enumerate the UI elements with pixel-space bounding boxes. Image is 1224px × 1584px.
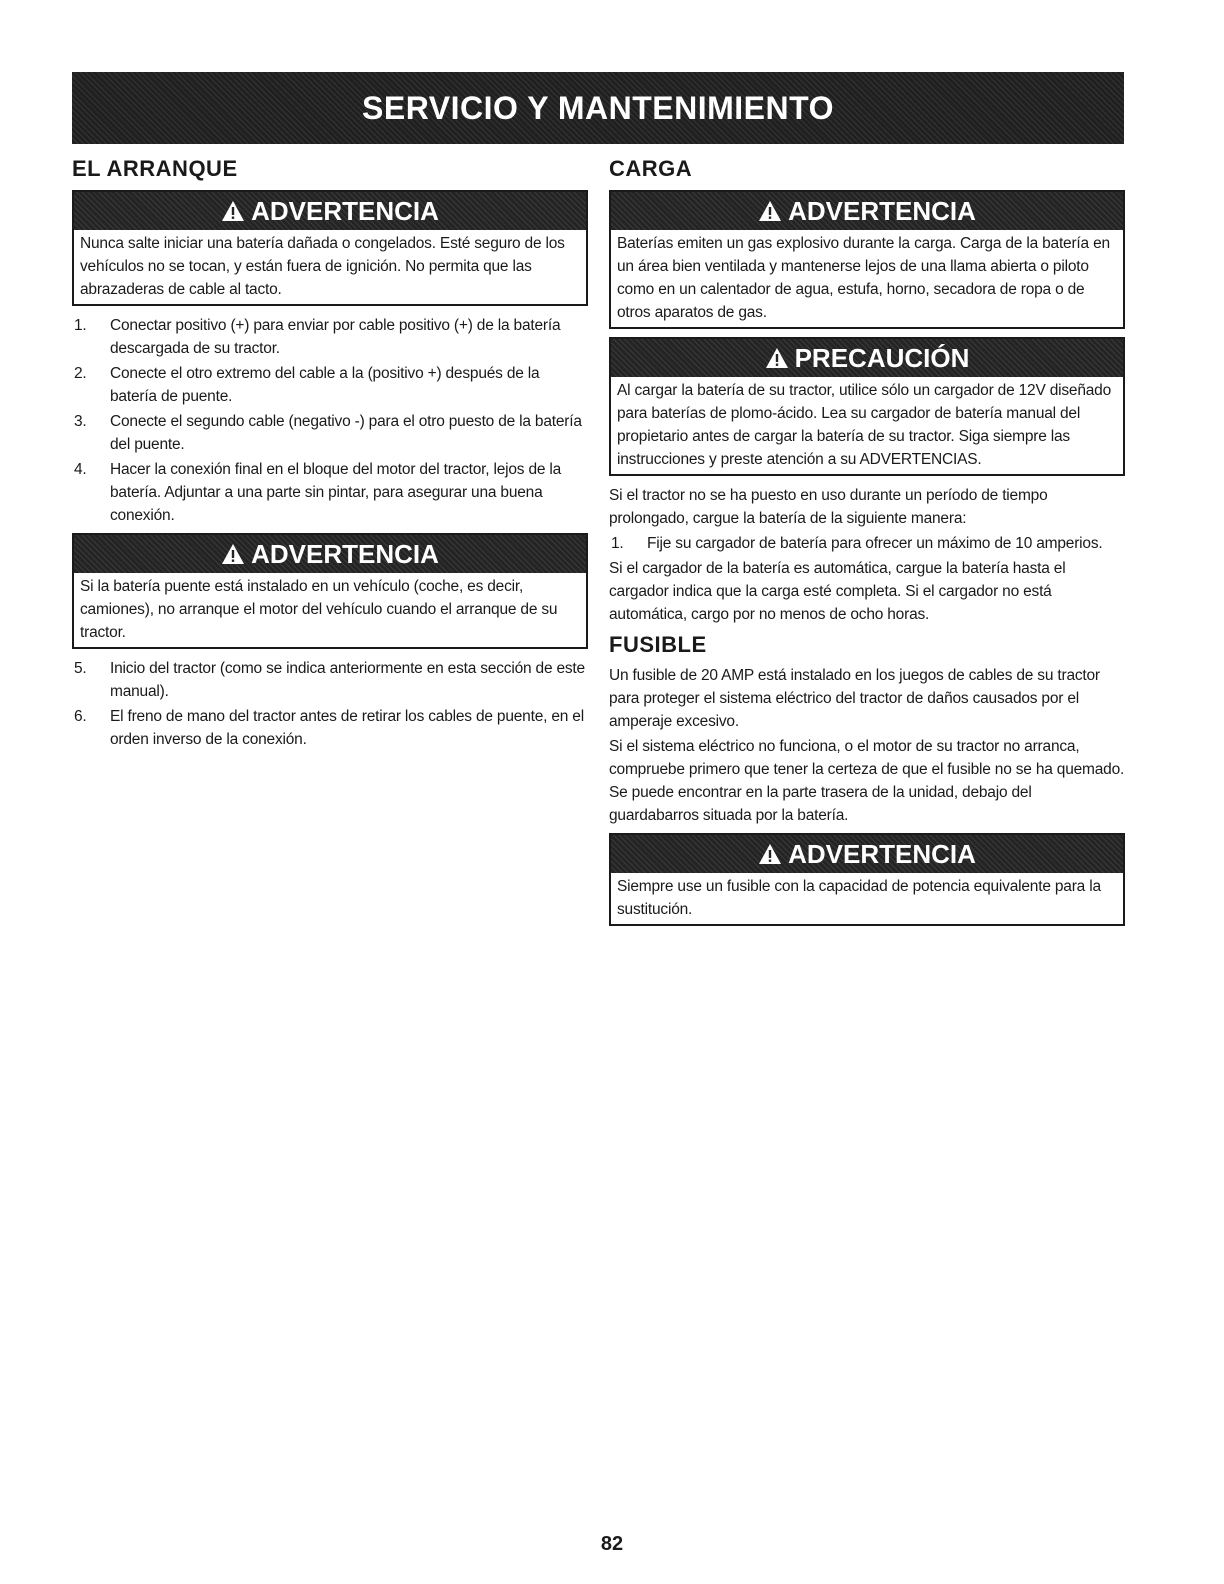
list-item xyxy=(72,362,588,408)
warning-text: Siempre use un fusible con la capacidad de potencia equivalente para la sustitución. xyxy=(617,878,1101,918)
warning-triangle-icon xyxy=(758,843,782,865)
paragraph: Un fusible de 20 AMP está instalado en los juegos de cables de su tractor para proteger el sistema eléctrico del tractor de daños causados por el amperaje excesivo. xyxy=(609,667,1100,730)
warning-text: Baterías emiten un gas explosivo durante la carga. Carga de la batería en un área bien ventilada y mantenerse lejos de una llama abierta o piloto como en un calentador de agua, estufa, horno, secadora de ropa o de otros aparatos de gas. xyxy=(617,235,1110,321)
warning-header xyxy=(611,835,1123,873)
warning-text: Nunca salte iniciar una batería dañada o congelados. Esté seguro de los vehículos no se tocan, y están fuera de ignición. No permita que las abrazaderas de cable al tacto. xyxy=(80,235,565,298)
list-item-number: 6. xyxy=(74,708,87,725)
paragraph: Si el cargador de la batería es automática, cargue la batería hasta el cargador indica que la carga esté completa. Si el cargador no está automática, cargo por no menos de ocho horas. xyxy=(609,560,1066,623)
warning-box-jump-start xyxy=(72,190,588,306)
warning-heading: ADVERTENCIA xyxy=(788,838,976,869)
list-item-number: 1. xyxy=(611,535,624,552)
caution-header xyxy=(611,339,1123,377)
warning-box-charging xyxy=(609,190,1125,329)
list-item-text: Conecte el otro extremo del cable a la (positivo +) después de la batería de puente. xyxy=(110,365,540,405)
caution-text: Al cargar la batería de su tractor, utilice sólo un cargador de 12V diseñado para baterías de plomo-ácido. Lea su cargador de batería manual del propietario antes de cargar la batería de su tractor. Siga siempre las instrucciones y preste atención a su ADVERTENCIAS. xyxy=(617,382,1112,468)
caution-heading: PRECAUCIÓN xyxy=(794,342,970,373)
list-item-text: El freno de mano del tractor antes de retirar los cables de puente, en el orden inverso de la conexión. xyxy=(110,708,584,748)
jump-start-steps xyxy=(72,314,588,527)
list-item-text: Conectar positivo (+) para enviar por cable positivo (+) de la batería descargada de su tractor. xyxy=(110,317,561,357)
warning-triangle-icon xyxy=(221,200,245,222)
list-item xyxy=(609,532,1125,555)
list-item xyxy=(72,657,588,703)
left-column xyxy=(72,156,588,757)
warning-heading: ADVERTENCIA xyxy=(788,195,976,226)
paragraph: Si el tractor no se ha puesto en uso durante un período de tiempo prolongado, cargue la batería de la siguiente manera: xyxy=(609,487,1048,527)
warning-triangle-icon xyxy=(221,543,245,565)
list-item-text: Fije su cargador de batería para ofrecer un máximo de 10 amperios. xyxy=(647,535,1103,552)
list-item xyxy=(72,458,588,527)
list-item xyxy=(72,705,588,751)
list-item-number: 3. xyxy=(74,413,87,430)
list-item-number: 5. xyxy=(74,660,87,677)
page-header-banner xyxy=(72,72,1124,144)
charging-steps xyxy=(609,532,1125,555)
warning-text: Si la batería puente está instalado en un vehículo (coche, es decir, camiones), no arranque el motor del vehículo cuando el arranque de su tractor. xyxy=(80,578,558,641)
list-item-number: 4. xyxy=(74,461,87,478)
list-item-number: 2. xyxy=(74,365,87,382)
paragraph: Si el sistema eléctrico no funciona, o el motor de su tractor no arranca, compruebe primero que tener la certeza de que el fusible no se ha quemado. Se puede encontrar en la parte trasera de la unidad, debajo del guardabarros situada por la batería. xyxy=(609,738,1125,824)
warning-header xyxy=(611,192,1123,230)
warning-header xyxy=(74,192,586,230)
warning-triangle-icon xyxy=(765,347,789,369)
warning-heading: ADVERTENCIA xyxy=(251,195,439,226)
page-title: SERVICIO Y MANTENIMIENTO xyxy=(362,89,834,126)
warning-heading: ADVERTENCIA xyxy=(251,538,439,569)
list-item xyxy=(72,314,588,360)
warning-box-vehicle xyxy=(72,533,588,649)
right-column xyxy=(609,156,1125,934)
list-item-text: Hacer la conexión final en el bloque del motor del tractor, lejos de la batería. Adjuntar a una parte sin pintar, para asegurar una buena conexión. xyxy=(110,461,562,524)
list-item xyxy=(72,410,588,456)
page-number: 82 xyxy=(600,1533,624,1555)
caution-box-charger xyxy=(609,337,1125,476)
warning-box-fuse xyxy=(609,833,1125,926)
section-title-el-arranque: EL ARRANQUE xyxy=(72,156,238,181)
list-item-text: Inicio del tractor (como se indica anteriormente en esta sección de este manual). xyxy=(110,660,585,700)
warning-triangle-icon xyxy=(758,200,782,222)
jump-start-steps-final xyxy=(72,657,588,751)
list-item-number: 1. xyxy=(74,317,87,334)
warning-header xyxy=(74,535,586,573)
section-title-carga: CARGA xyxy=(609,156,693,181)
list-item-text: Conecte el segundo cable (negativo -) para el otro puesto de la batería del puente. xyxy=(110,413,582,453)
section-title-fusible: FUSIBLE xyxy=(609,632,707,657)
